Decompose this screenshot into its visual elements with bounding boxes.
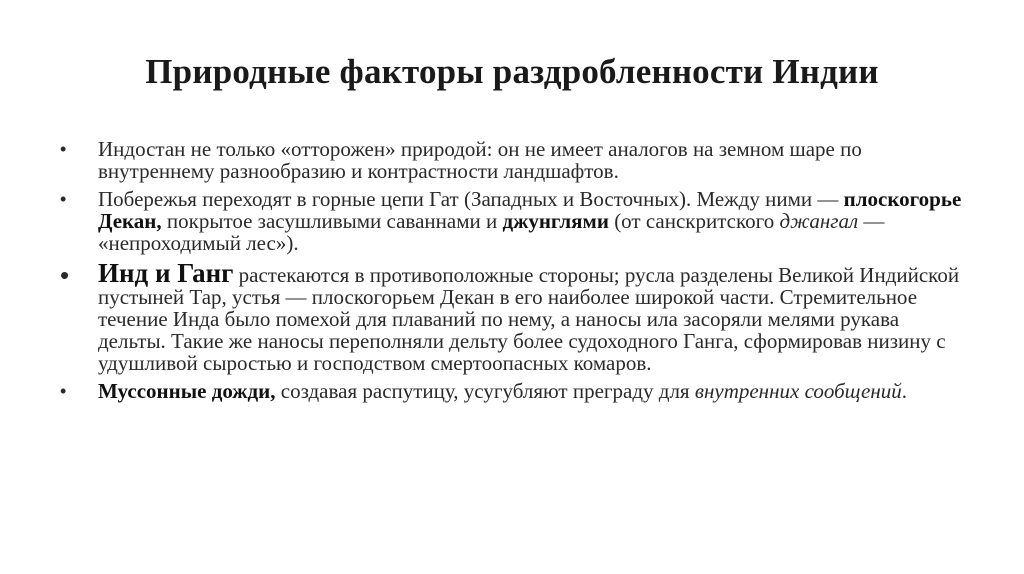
bullet-italic-communications: внутренних сообщений [694,379,902,403]
bullet-text: растекаются в противоположные стороны; русла разделены Великой Индийской пустыней Тар, устья — плоскогорьем Декан в его наиболее широкой части. Стремительное течение Инда было помехой для плаваний по нему, а наносы ила засоряли мелями рукава дельты. Такие же наносы переполняли дельту более судоходного Ганга, сформировав низину с удушливой сыростью и господством смертоопасных комаров. [98,263,960,375]
slide-title: Природные факторы раздробленности Индии [145,52,879,91]
bullet-bold-jungles: джунглями [502,209,609,233]
bullet-bold-monsoon: Муссонные дожди, [98,379,276,403]
bullet-item-indostan [60,138,970,182]
bullet-text: (от санскритского [608,209,780,233]
bullet-text: покрытое засушливыми саваннами и [161,209,503,233]
bullet-text: . [901,379,908,403]
bullet-text: Индостан не только «отторожен» природой: он не имеет аналогов на земном шаре по внутреннему разнообразию и контрастности ландшафтов. [98,137,862,183]
bullet-text: — «непроходимый лес»). [98,209,885,255]
bullet-marker: • [60,139,67,159]
bullet-item-monsoon [60,380,970,402]
bullet-text: Побережья переходят в горные цепи Гат (Западных и Восточных). Между ними — [98,187,844,211]
bullet-list [60,138,970,408]
bullet-marker: • [60,189,67,209]
bullet-item-rivers [60,258,970,375]
bullet-item-coast [60,188,970,254]
bullet-text: создавая распутицу, усугубляют преграду для [275,379,695,403]
bullet-marker: • [60,381,67,401]
bullet-italic-jangal: джангал [779,209,859,233]
bullet-bold-deccan: плоскогорье Декан, [98,187,962,233]
bullet-marker: • [60,260,70,290]
bullet-bold-indus-ganges: Инд и Ганг [98,258,234,288]
